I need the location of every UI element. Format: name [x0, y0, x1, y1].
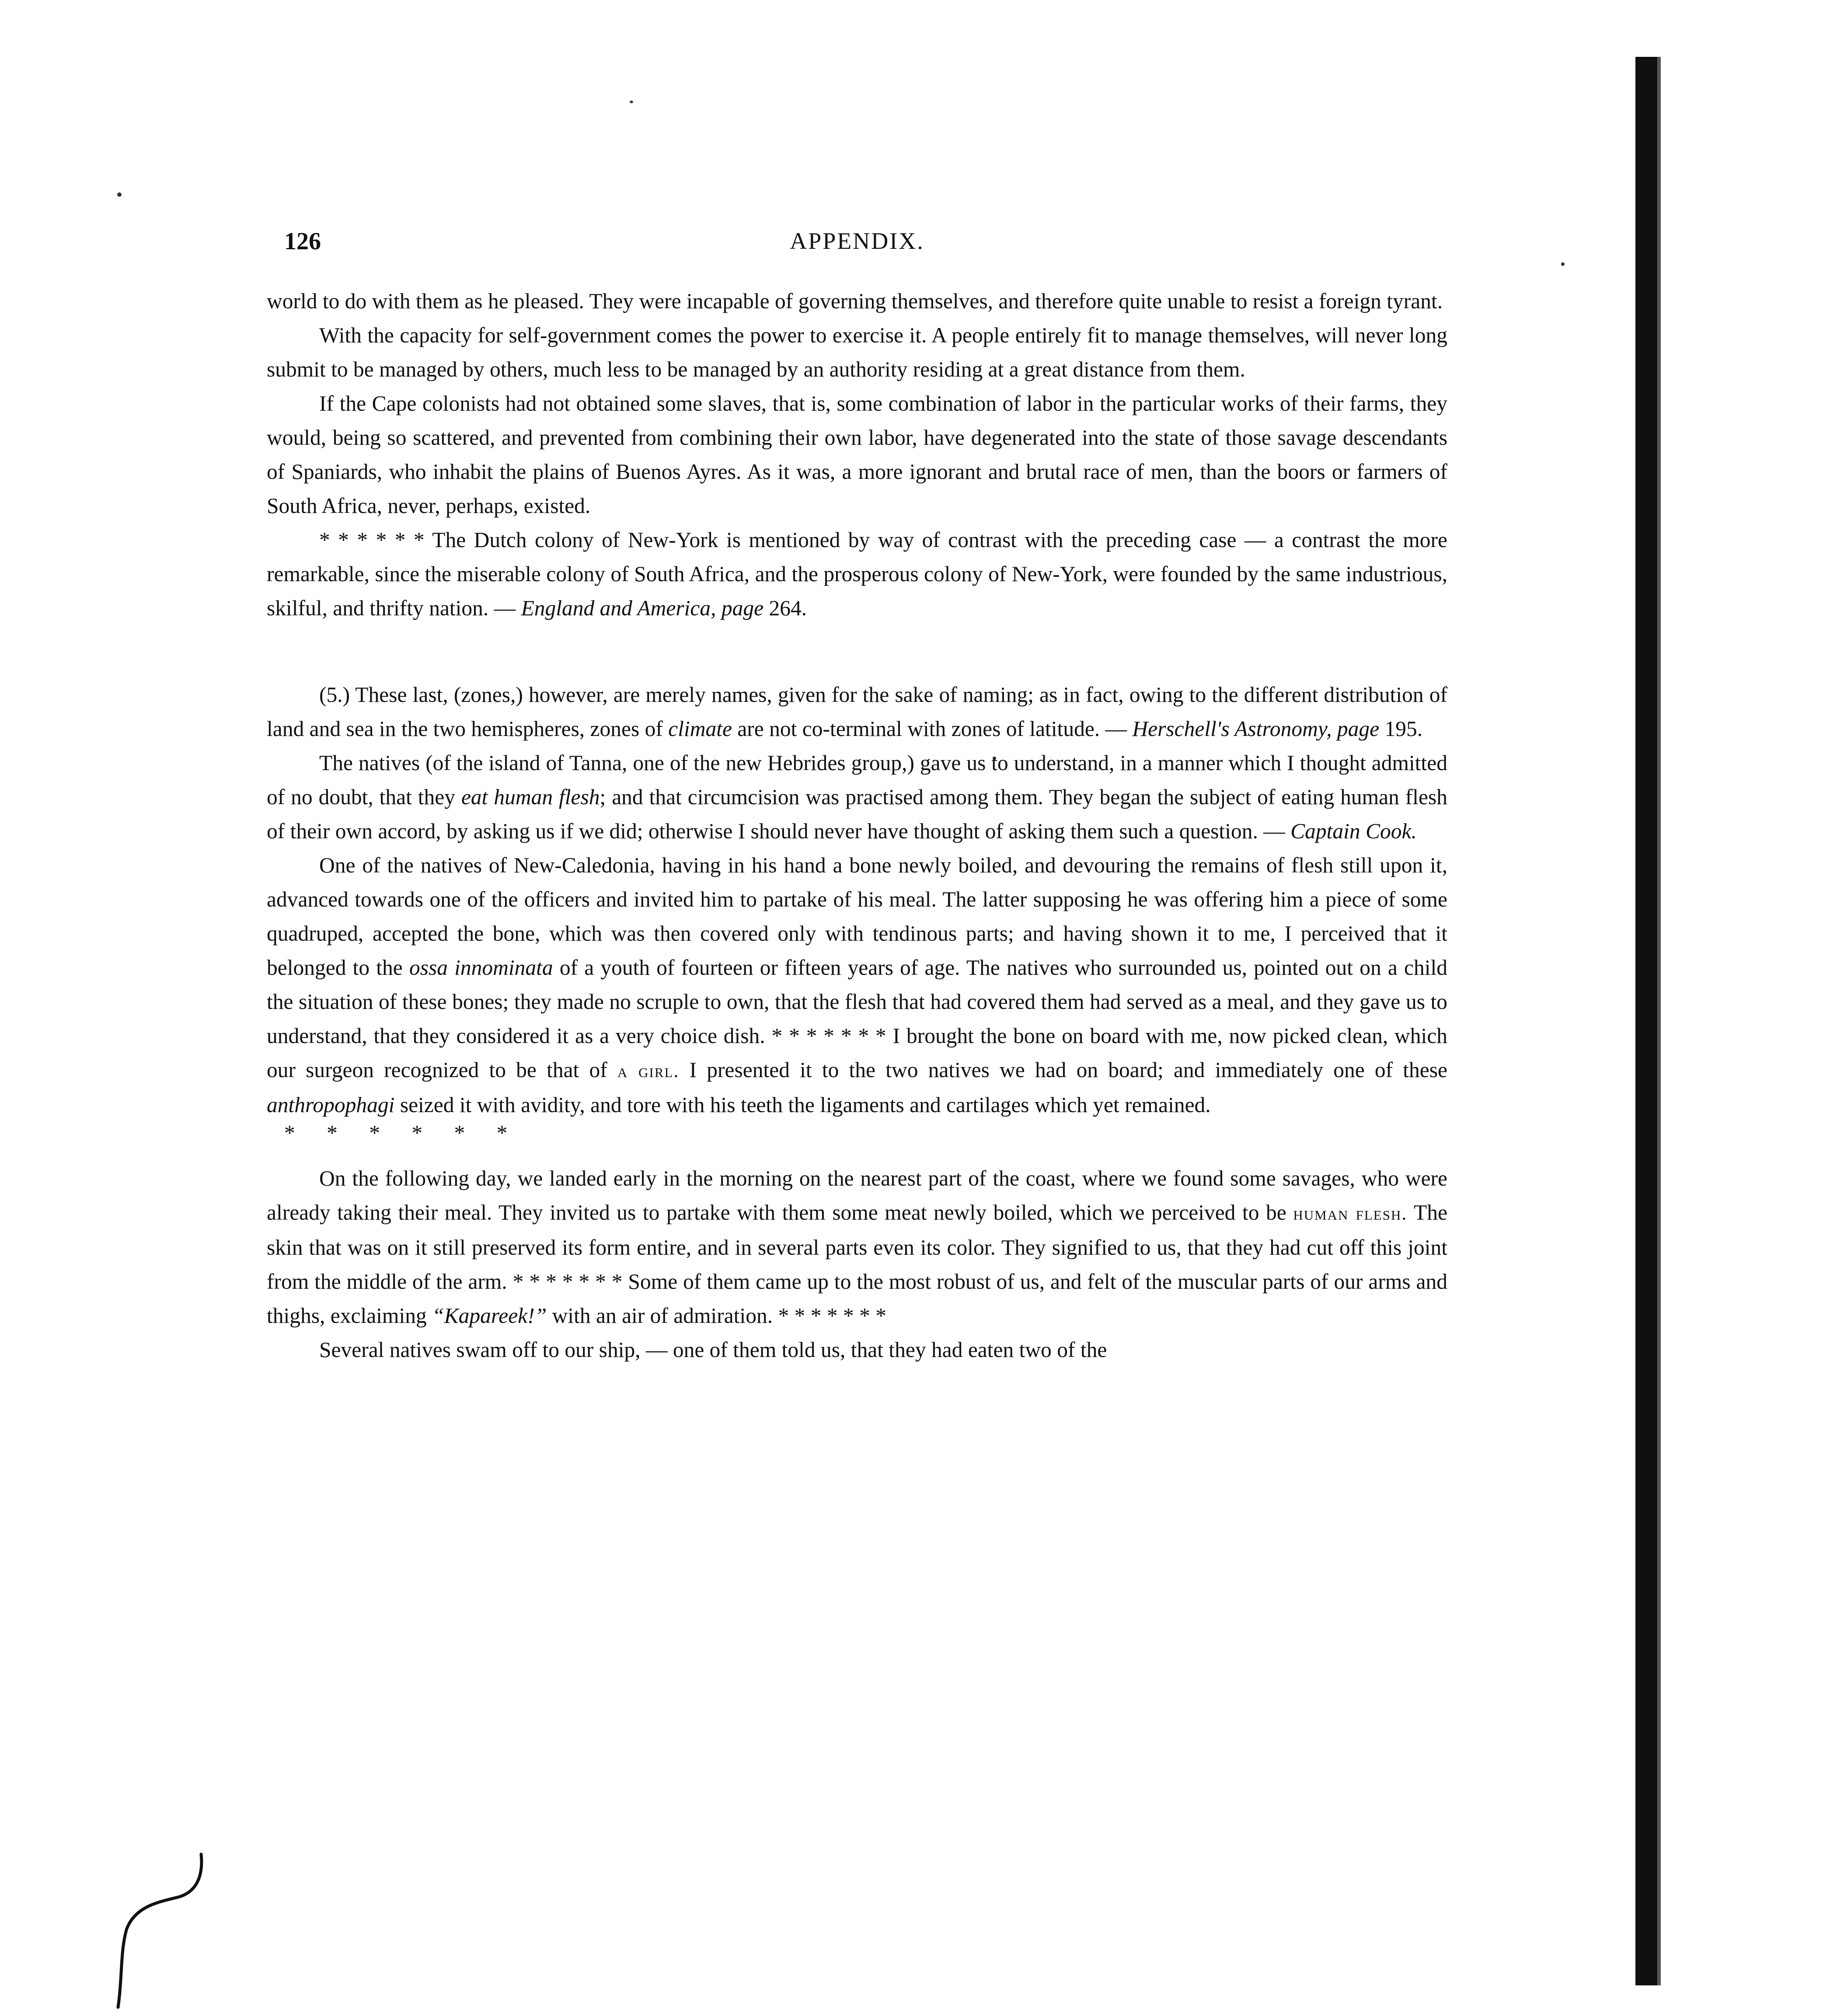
- emphasis: climate: [668, 717, 732, 741]
- scan-speck: [630, 101, 633, 103]
- scan-speck: [1561, 262, 1565, 266]
- paragraph-text: of a youth of fourteen or fifteen years of age. The natives who surrounded us, pointed out on a child the situation of these bones; they made no scruple to own, that the flesh that had covered them had served as a meal, and they gave us to understand, that they considered it as a very choice dish.: [267, 956, 1448, 1048]
- paragraph-text: ; and that circumcision was practised among them. They began the subject of eating human flesh of their own accord, by asking us if we did; otherwise I should never have thought of asking them such a question. —: [267, 785, 1448, 843]
- appendix-section-5: [267, 678, 1447, 1367]
- page-title: APPENDIX.: [790, 228, 924, 254]
- quotation: “Kapareek!”: [432, 1304, 547, 1328]
- page-number: 126: [284, 228, 321, 255]
- running-head: [267, 227, 1447, 267]
- ellipsis-stars: * * * * * *: [319, 528, 425, 552]
- emphasis: eat human flesh: [461, 785, 600, 809]
- ellipsis-stars: * * * * * * *: [771, 1024, 886, 1048]
- citation: Herschell's Astronomy, page: [1132, 717, 1380, 741]
- paragraph-text: (5.) These last, (zones,) however, are merely names, given for the sake of naming; as in fact, owing to the different distribution of land and sea in the two hemispheres, zones of: [267, 683, 1447, 741]
- scan-page-edge: [1635, 57, 1657, 1985]
- paragraph-text: On the following day, we landed early in the morning on the nearest part of the coast, where we found some savages, who were already taking their meal. They invited us to partake with them some meat newly boiled, which we perceived to be: [267, 1166, 1447, 1224]
- paragraph-text: are not co-terminal with zones of latitude. —: [737, 717, 1127, 741]
- paragraph: [267, 678, 1447, 746]
- paragraph-text: The Dutch colony of New-York is mentioned by way of contrast with the preceding case — a contrast the more remarkable, since the miserable colony of South Africa, and the prosperous colony of New-York, were founded by the same industrious, skilful, and thrifty nation. —: [267, 528, 1447, 620]
- paragraph: [267, 523, 1447, 625]
- paragraph-text: The natives (of the island of Tanna, one of the new Hebrides group,) gave us to understand, in a manner which I thought admitted of no doubt, that they: [267, 751, 1447, 809]
- page-body: [267, 227, 1447, 1367]
- small-caps-text: a girl.: [617, 1060, 680, 1081]
- paragraph: world to do with them as he pleased. They were incapable of governing themselves, and therefore quite unable to resist a foreign tyrant.: [267, 289, 1443, 313]
- paragraph-text: with an air of admiration.: [552, 1304, 773, 1328]
- pencil-mark: [109, 1850, 223, 2016]
- citation-page: 195.: [1384, 717, 1423, 741]
- emphasis: anthropophagi: [267, 1093, 395, 1117]
- paragraph-text: The skin that was on it still preserved its form entire, and in several parts even its color. They signified to us, that they had cut off this joint from the middle of the arm.: [267, 1200, 1448, 1294]
- paragraph-text: One of the natives of New-Caledonia, having in his hand a bone newly boiled, and devouring the remains of flesh still upon it, advanced towards one of the officers and invited him to partake of his meal. The latter supposing he was offering him a piece of some quadruped, accepted the bone, which was then covered only with tendinous parts; and having shown it to me, I perceived that it belonged to the: [267, 853, 1447, 980]
- ellipsis-stars: * * * * * * *: [778, 1304, 886, 1328]
- citation: Captain Cook.: [1290, 819, 1417, 843]
- paragraph-text: Some of them came up to the most robust of us, and felt of the muscular parts of our arms and thighs, exclaiming: [267, 1270, 1447, 1328]
- section-gap: [267, 625, 1447, 678]
- paragraph: [267, 1161, 1447, 1333]
- paragraph-text: I brought the bone on board with me, now picked clean, which our surgeon recognized to be that of: [267, 1024, 1448, 1082]
- scan-speck: [117, 192, 122, 197]
- paragraph-text: seized it with avidity, and tore with his teeth the ligaments and cartilages which yet remained.: [400, 1093, 1211, 1117]
- ellipsis-stars: * * * * * *: [284, 1121, 521, 1145]
- paragraph: [267, 848, 1447, 1122]
- paragraph-text: I presented it to the two natives we had on board; and immediately one of these: [689, 1058, 1447, 1082]
- paragraph: With the capacity for self-government comes the power to exercise it. A people entirely fit to manage themselves, will never long submit to be managed by others, much less to be managed by an authority residing at a great distance from them.: [267, 323, 1447, 381]
- ellipsis-stars: * * * * * * *: [512, 1270, 623, 1294]
- paragraph: If the Cape colonists had not obtained some slaves, that is, some combination of labor in the particular works of their farms, they would, being so scattered, and prevented from combining their own labor, have degenerated into the state of those savage descendants of Spaniards, who inhabit the plains of Buenos Ayres. As it was, a more ignorant and brutal race of men, than the boors or farmers of South Africa, never, perhaps, existed.: [267, 391, 1447, 518]
- appendix-section-4: [267, 284, 1447, 625]
- paragraph-gap: [267, 1144, 1447, 1161]
- scan-page-edge-shadow: [1657, 57, 1661, 1985]
- small-caps-text: human flesh.: [1293, 1203, 1408, 1224]
- paragraph: [267, 746, 1447, 848]
- citation: England and America, page: [521, 596, 764, 620]
- emphasis: ossa innominata: [409, 956, 553, 980]
- citation-page: 264.: [769, 596, 807, 620]
- paragraph: Several natives swam off to our ship, — one of them told us, that they had eaten two of the: [319, 1338, 1107, 1362]
